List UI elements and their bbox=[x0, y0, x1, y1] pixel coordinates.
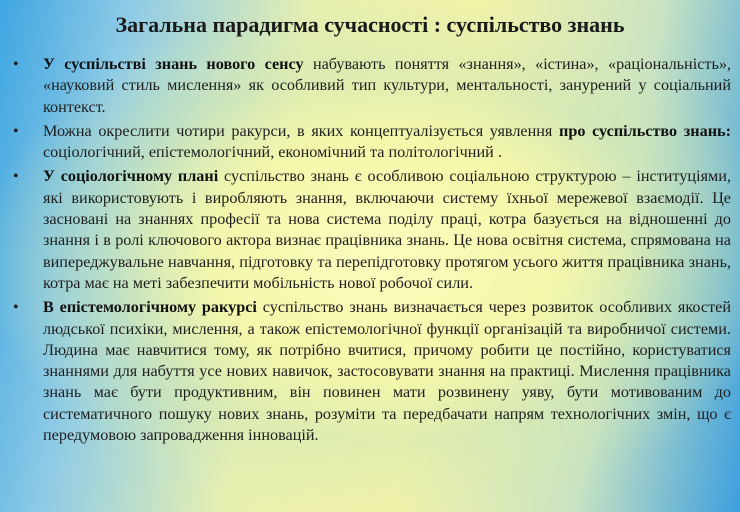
slide-title: Загальна парадигма сучасності : суспільство знань bbox=[115, 12, 625, 37]
paragraph-text: суспільство знань визначається через розвиток особливих якостей людської психіки, мислення, а також епістемологічної функції організацій та виробничої системи. Людина має навчитися тому, як потрібно вчитися, причому робити це постійно, користуватися знаннями для набуття усе нових навичок, застосовувати знання на практиці. Мислення працівника знань має бути продуктивним, він повинен мати розвинену уяву, бути мотивованим до систематичного пошуку нових знань, розуміти та передбачати напрям технологічних змін, що є передумовою запровадження інновацій. bbox=[43, 298, 731, 445]
bullet-list bbox=[0, 54, 740, 446]
bullet-item-four-perspectives bbox=[0, 121, 740, 164]
bullet-item-epistemological-perspective bbox=[0, 297, 740, 446]
bullet-marker: • bbox=[13, 299, 19, 317]
paragraph-text: суспільство знань є особливою соціальною структурою – інституціями, які використовують і виробляють знання, включаючи систему їхньої мережевої взаємодії. Це засновані на знаннях професії та нова система поділу праці, котра базується на відношенні до знання і в ролі ключового актора визнає працівника знань. Це нова освітня система, спрямована на випереджувальне навчання, підготовку та перепідготовку протягом усього життя працівника знань, котра має на меті забезпечити мобільність нової робочої сили. bbox=[43, 167, 731, 292]
bold-lead: В епістемологічному ракурсі bbox=[43, 298, 257, 317]
bold-lead: У соціологічному плані bbox=[43, 167, 219, 186]
bullet-marker: • bbox=[13, 168, 19, 186]
paragraph-text: соціологічний, епістемологічний, економічний та політологічний . bbox=[43, 143, 502, 162]
paragraph-text: Можна окреслити чотири ракурси, в яких концептуалізується уявлення bbox=[43, 121, 560, 140]
bullet-marker: • bbox=[13, 56, 19, 73]
bullet-item-knowledge-society-meaning bbox=[0, 54, 740, 118]
paragraph-text: набувають поняття «знання», «істина», «раціональність», «науковий стиль мислення» як особливий тип культури, ментальності, занурений у соціальний контекст. bbox=[43, 55, 731, 116]
bullet-item-sociological-plan bbox=[0, 166, 740, 294]
bullet-marker: • bbox=[13, 122, 19, 140]
bold-lead: про суспільство знань: bbox=[559, 121, 731, 140]
bold-lead: У суспільстві знань нового сенсу bbox=[43, 55, 304, 73]
